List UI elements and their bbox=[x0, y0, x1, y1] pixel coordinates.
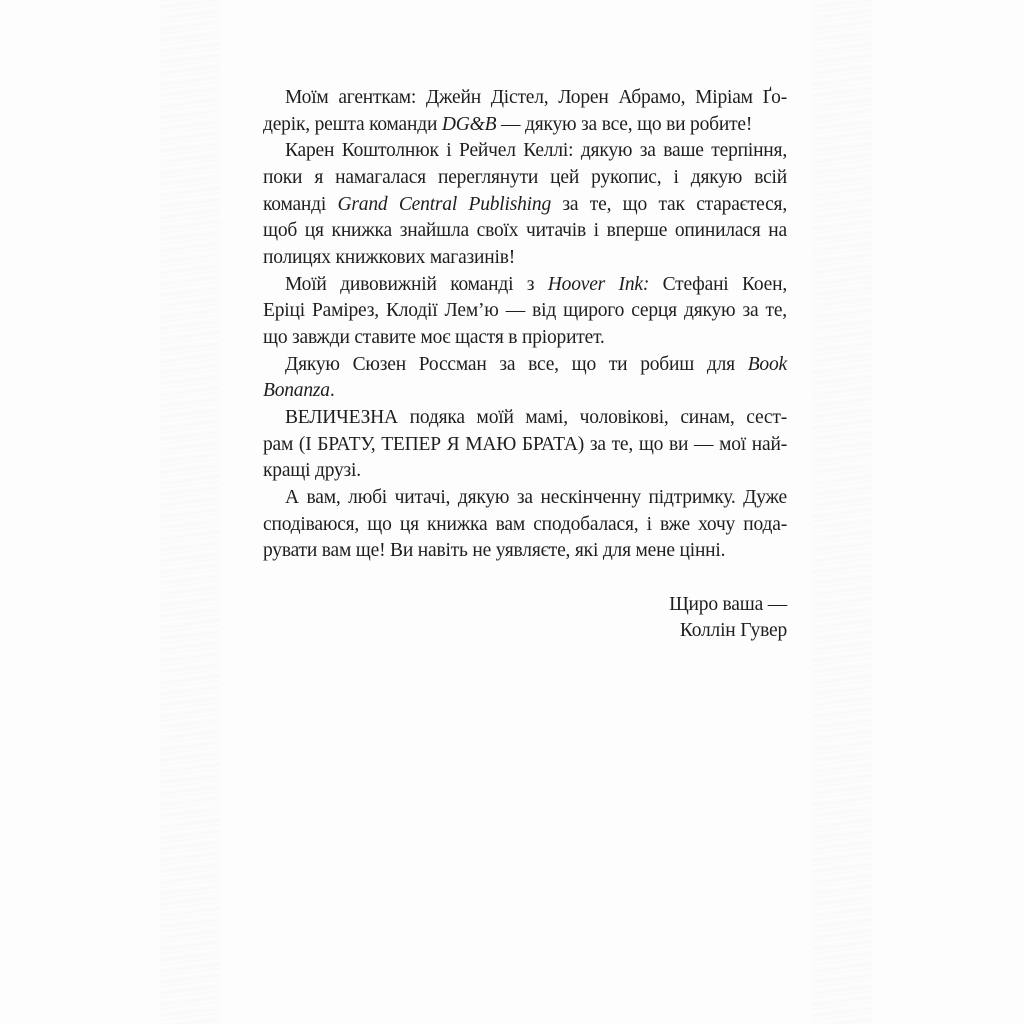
text-line bbox=[263, 538, 787, 565]
text-line bbox=[263, 165, 787, 192]
text-line bbox=[263, 245, 787, 272]
italic-text-segment: DG&B bbox=[441, 113, 497, 135]
signature-line: Коллін Гувер bbox=[679, 620, 787, 642]
text-segment: . bbox=[329, 380, 335, 402]
text-segment: рам (І БРАТУ, ТЕПЕР Я МАЮ БРАТА) за те, що ви — мої най- bbox=[263, 433, 787, 455]
blank-line bbox=[263, 565, 787, 592]
signature-line: Щиро ваша — bbox=[669, 593, 787, 615]
text-segment: команді bbox=[263, 193, 338, 215]
text-segment: сподіваюся, що ця книжка вам сподобалася, і вже хочу пода- bbox=[263, 513, 787, 535]
text-line bbox=[263, 192, 787, 219]
italic-text-segment: Hoover Ink: bbox=[547, 273, 650, 295]
text-segment: А вам, любі читачі, дякую за нескінченну підтримку. Дуже bbox=[285, 487, 787, 509]
text-line bbox=[263, 325, 787, 352]
text-line bbox=[263, 352, 787, 379]
scan-noise-left-band bbox=[160, 0, 220, 1024]
text-segment: рувати вам ще! Ви навіть не уявляєте, які для мене цінні. bbox=[263, 540, 726, 562]
text-segment: щоб ця книжка знайшла своїх читачів і вперше опинилася на bbox=[263, 220, 787, 242]
text-line bbox=[263, 218, 787, 245]
text-segment: Моїй дивовижній команді з bbox=[285, 273, 548, 295]
text-segment: дерік, решта команди bbox=[263, 113, 442, 135]
italic-text-segment: Grand Central Publishing bbox=[337, 193, 551, 215]
text-line bbox=[263, 458, 787, 485]
text-line bbox=[263, 85, 787, 112]
text-line bbox=[263, 485, 787, 512]
italic-text-segment: Bonanza bbox=[263, 380, 330, 402]
text-segment: кращі друзі. bbox=[263, 460, 361, 482]
paragraph bbox=[263, 85, 787, 138]
text-segment: Моїм агенткам: Джейн Дістел, Лорен Абрамо, Міріам Ґо- bbox=[285, 87, 787, 108]
text-segment: поки я намагалася переглянути цей рукопис, і дякую всій bbox=[263, 167, 787, 189]
acknowledgments-text bbox=[263, 85, 787, 645]
text-segment: Еріці Рамірез, Клодії Лем’ю — від щирого серця дякую за те, bbox=[263, 300, 787, 322]
paragraph bbox=[263, 352, 787, 405]
text-segment: що завжди ставите моє щастя в пріоритет. bbox=[263, 327, 605, 349]
text-line bbox=[263, 378, 787, 405]
text-segment: ВЕЛИЧЕЗНА подяка моїй мамі, чоловікові, синам, сест- bbox=[285, 407, 787, 429]
text-segment: за те, що так стараєтеся, bbox=[551, 193, 787, 215]
text-line bbox=[263, 512, 787, 539]
text-line bbox=[263, 298, 787, 325]
text-line bbox=[263, 272, 787, 299]
text-segment: — дякую за все, що ви робите! bbox=[496, 113, 753, 135]
text-segment: Карен Коштолнюк і Рейчел Келлі: дякую за ваше терпіння, bbox=[285, 140, 787, 162]
paragraph bbox=[263, 485, 787, 565]
scan-noise-right-band bbox=[812, 0, 872, 1024]
text-segment: Дякую Сюзен Россман за все, що ти робиш для bbox=[285, 353, 748, 375]
paragraph bbox=[263, 138, 787, 271]
paragraph bbox=[263, 405, 787, 485]
paragraph bbox=[263, 272, 787, 352]
text-line bbox=[263, 405, 787, 432]
text-segment: полицях книжкових магазинів! bbox=[263, 247, 516, 269]
text-segment: Стефані Коен, bbox=[649, 273, 787, 295]
text-line bbox=[263, 138, 787, 165]
text-line bbox=[263, 112, 787, 139]
text-line bbox=[263, 432, 787, 459]
italic-text-segment: Book bbox=[747, 353, 787, 375]
